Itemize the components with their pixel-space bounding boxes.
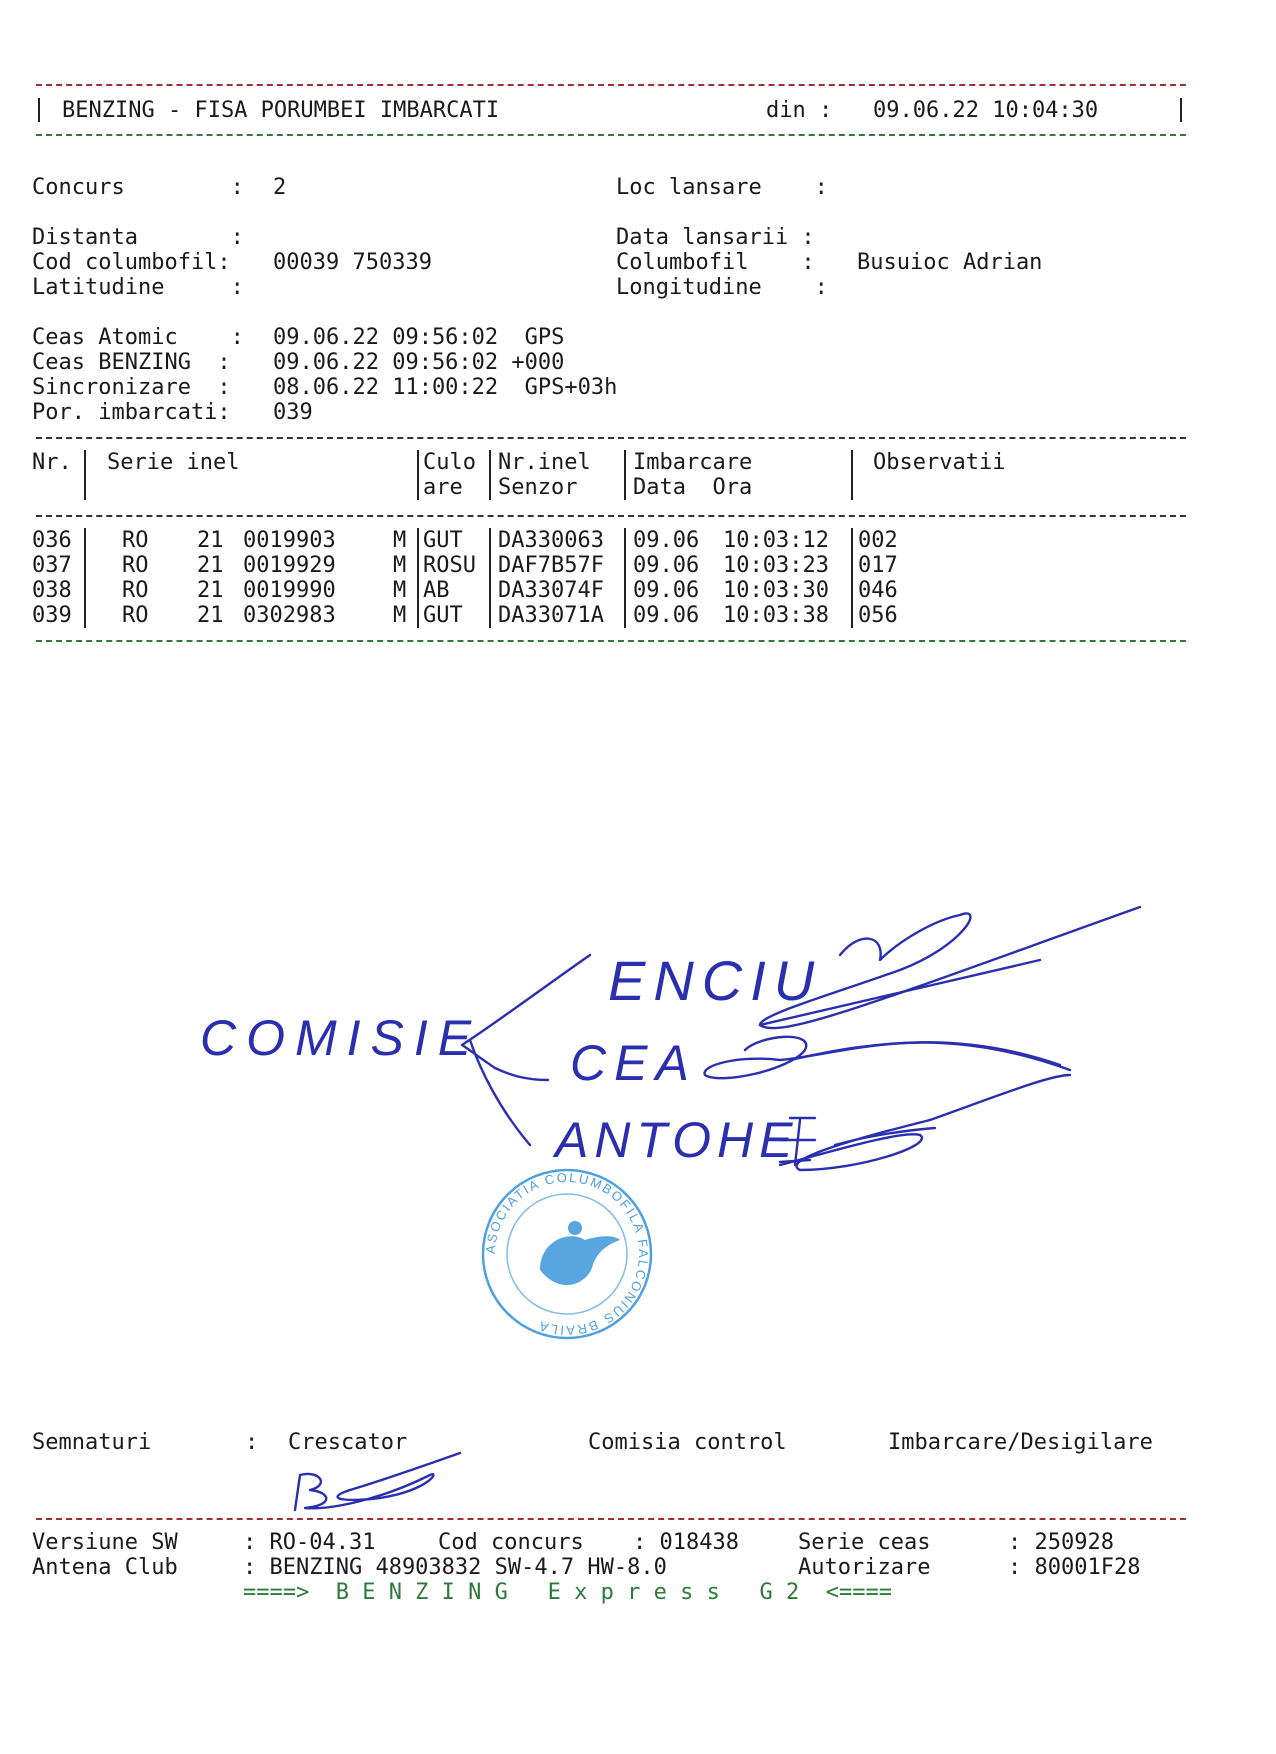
brace-stroke <box>495 1068 548 1080</box>
row-senzor: DA330063 <box>498 528 604 553</box>
row-data: 09.06 <box>633 528 700 553</box>
row-culoare: AB <box>423 578 450 603</box>
loc-lansare-label: Loc lansare : <box>616 175 828 200</box>
row-sex: M <box>393 603 407 628</box>
row-senzor: DAF7B57F <box>498 553 604 578</box>
versiune-sw-value: : RO-04.31 <box>243 1530 376 1555</box>
handwritten-name-enciu: ENCIU <box>608 949 823 1012</box>
row-nr: 038 <box>32 578 72 603</box>
stamp-text: ASOCIATIA COLUMBOFILA FALCONIUS BRAILA <box>482 1169 652 1339</box>
row-data: 09.06 <box>633 553 700 578</box>
crescator-label: Crescator <box>288 1430 408 1455</box>
cod-concurs-label: Cod concurs <box>438 1530 584 1555</box>
row-senzor: DA33074F <box>498 578 604 603</box>
antena-club-value: : BENZING 48903832 SW-4.7 HW-8.0 <box>243 1555 667 1580</box>
columbofil-value: Busuioc Adrian <box>857 250 1043 275</box>
row-tara: RO <box>122 553 149 578</box>
col-header-imbarcare-1: Imbarcare <box>633 450 753 475</box>
autorizare-value: : 80001F28 <box>1008 1555 1141 1580</box>
sincronizare-label: Sincronizare : <box>32 375 231 400</box>
row-senzor: DA33071A <box>498 603 604 628</box>
benzing-express-banner: ====> B E N Z I N G E x p r e s s G 2 <==== <box>243 1580 893 1605</box>
crescator-signature <box>295 1453 460 1510</box>
col-header-nr-inel-2: Senzor <box>498 475 578 500</box>
row-an: 21 <box>197 578 224 603</box>
row-serie: 0019929 <box>243 553 336 578</box>
footer-top-rule <box>36 1518 1186 1520</box>
row-culoare: GUT <box>423 528 463 553</box>
row-sex: M <box>393 553 407 578</box>
handwritten-name-cea: CEA <box>570 1035 697 1091</box>
row-sex: M <box>393 528 407 553</box>
ceas-atomic-label: Ceas Atomic : <box>32 325 244 350</box>
columbofil-label: Columbofil : <box>616 250 815 275</box>
row-an: 21 <box>197 528 224 553</box>
row-ora: 10:03:12 <box>723 528 829 553</box>
row-obs: 056 <box>858 603 898 628</box>
row-tara: RO <box>122 578 149 603</box>
stamp-pigeon-icon <box>540 1236 620 1285</box>
por-imbarcati-value: 039 <box>273 400 313 425</box>
serie-ceas-label: Serie ceas <box>798 1530 931 1555</box>
row-an: 21 <box>197 553 224 578</box>
row-an: 21 <box>197 603 224 628</box>
por-imbarcati-label: Por. imbarcati: <box>32 400 231 425</box>
row-ora: 10:03:30 <box>723 578 829 603</box>
longitudine-label: Longitudine : <box>616 275 828 300</box>
row-serie: 0019903 <box>243 528 336 553</box>
row-nr: 037 <box>32 553 72 578</box>
row-obs: 002 <box>858 528 898 553</box>
data-lansarii-label: Data lansarii : <box>616 225 815 250</box>
row-tara: RO <box>122 528 149 553</box>
row-ora: 10:03:38 <box>723 603 829 628</box>
ceas-benzing-value: 09.06.22 09:56:02 +000 <box>273 350 565 375</box>
col-header-nr-inel-1: Nr.inel <box>498 450 591 475</box>
semnaturi-colon: : <box>245 1430 259 1455</box>
antena-club-label: Antena Club <box>32 1555 178 1580</box>
handwritten-name-antohe: ANTOHE <box>555 1112 799 1168</box>
header-datetime: 09.06.22 10:04:30 <box>873 98 1099 123</box>
row-sex: M <box>393 578 407 603</box>
signature-antohe <box>780 1075 1070 1170</box>
signature-cea <box>790 1043 1070 1071</box>
handwritten-comisie: COMISIE <box>200 1010 482 1066</box>
latitudine-label: Latitudine : <box>32 275 244 300</box>
concurs-label: Concurs : <box>32 175 244 200</box>
col-header-serie-inel: Serie inel <box>107 450 240 475</box>
row-nr: 036 <box>32 528 72 553</box>
row-culoare: ROSU <box>423 553 476 578</box>
col-header-culoare-1: Culo <box>423 450 476 475</box>
row-nr: 039 <box>32 603 72 628</box>
col-header-imbarcare-2: Data Ora <box>633 475 753 500</box>
ceas-benzing-label: Ceas BENZING : <box>32 350 231 375</box>
comisia-control-label: Comisia control <box>588 1430 787 1455</box>
document-title: BENZING - FISA PORUMBEI IMBARCATI <box>62 98 500 123</box>
row-obs: 017 <box>858 553 898 578</box>
col-header-observatii: Observatii <box>873 450 1006 475</box>
cod-columbofil-value: 00039 750339 <box>273 250 432 275</box>
versiune-sw-label: Versiune SW <box>32 1530 178 1555</box>
distanta-label: Distanta : <box>32 225 244 250</box>
row-serie: 0019990 <box>243 578 336 603</box>
cod-columbofil-label: Cod columbofil: <box>32 250 231 275</box>
serie-ceas-value: : 250928 <box>1008 1530 1114 1555</box>
col-header-nr: Nr. <box>32 450 72 475</box>
sincronizare-value: 08.06.22 11:00:22 GPS+03h <box>273 375 618 400</box>
cod-concurs-value: : 018438 <box>633 1530 739 1555</box>
row-culoare: GUT <box>423 603 463 628</box>
concurs-value: 2 <box>273 175 287 200</box>
club-stamp <box>483 1170 651 1338</box>
col-header-culoare-2: are <box>423 475 463 500</box>
signature-cea <box>705 1037 1060 1078</box>
row-serie: 0302983 <box>243 603 336 628</box>
row-data: 09.06 <box>633 578 700 603</box>
autorizare-label: Autorizare <box>798 1555 931 1580</box>
row-data: 09.06 <box>633 603 700 628</box>
row-obs: 046 <box>858 578 898 603</box>
row-tara: RO <box>122 603 149 628</box>
semnaturi-label: Semnaturi <box>32 1430 152 1455</box>
imbarcare-desigilare-label: Imbarcare/Desigilare <box>888 1430 1153 1455</box>
ceas-atomic-value: 09.06.22 09:56:02 GPS <box>273 325 565 350</box>
row-ora: 10:03:23 <box>723 553 829 578</box>
header-din-label: din : <box>766 98 833 123</box>
